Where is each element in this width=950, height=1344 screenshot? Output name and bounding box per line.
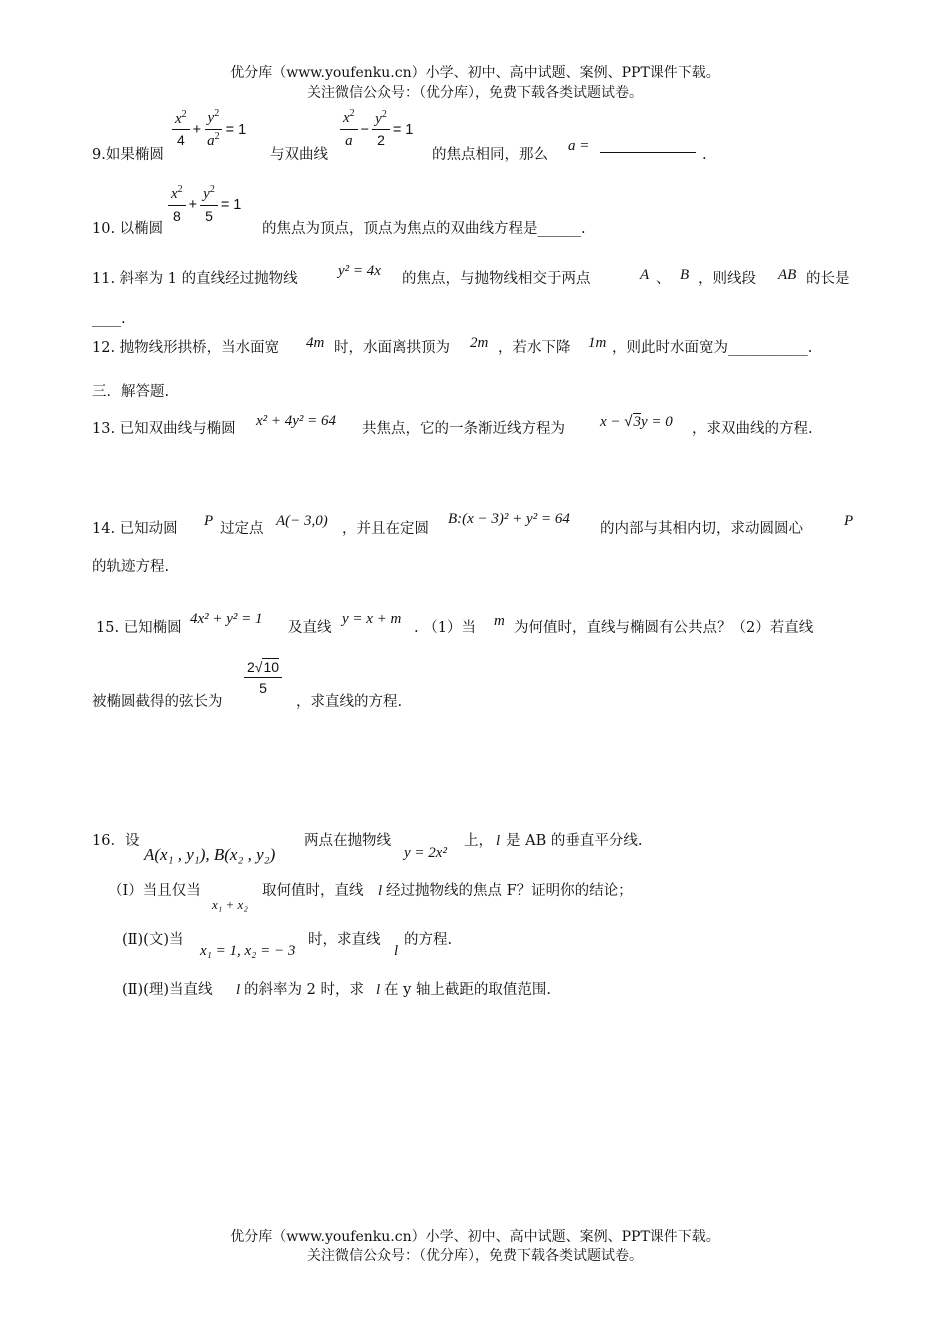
- q13-text-1: 13. 已知双曲线与椭圆: [92, 421, 236, 437]
- q16-part-3-a: (Ⅱ)(理)当直线: [122, 982, 213, 998]
- q16-part-2-a: (Ⅱ)(文)当: [122, 932, 184, 948]
- q16-line-l: l: [496, 833, 501, 849]
- q16-part-3-c: 在 y 轴上截距的取值范围.: [384, 982, 552, 998]
- q16-part-3-l1: l: [236, 982, 241, 998]
- q15-text-1: 15. 已知椭圆: [96, 620, 182, 636]
- q11-answer-blank: ____.: [92, 311, 126, 327]
- q15-ellipse: 4x² + y² = 1: [190, 611, 263, 627]
- q11-point-a: A: [640, 267, 650, 283]
- q16-part-2-l: l: [394, 943, 399, 959]
- q15-text-3: . （1）当: [414, 620, 476, 636]
- q15-text-2: 及直线: [288, 620, 332, 636]
- q16-text-4: 是 AB 的垂直平分线.: [506, 833, 643, 849]
- q16-part-3-b: 的斜率为 2 时，求: [244, 982, 364, 998]
- q16-part-2-values: x₁ = 1, x₂ = − 3: [200, 943, 296, 959]
- q15-m: m: [494, 613, 505, 629]
- q15-chord-length: $\frac{2√10}{5}$: [244, 660, 282, 697]
- q15-line: y = x + m: [342, 611, 402, 627]
- q13-text-3: ，求双曲线的方程.: [692, 421, 813, 437]
- q16-part-2-c: 的方程.: [404, 932, 453, 948]
- q16-part-3-l2: l: [376, 982, 381, 998]
- q16-points: A(x₁ , y₁), B(x₂ , y₂): [144, 845, 276, 864]
- q9-hyperbola-equation: $\frac{x^2}{a}$ − $\frac{y^2}{2}$ = 1: [340, 110, 416, 149]
- q11-parabola: y² = 4x: [338, 263, 381, 279]
- q16-part-2-b: 时，求直线: [308, 932, 381, 948]
- q9-prefix: 9.如果椭圆: [92, 147, 164, 163]
- q14-fixed-circle: B:(x − 3)² + y² = 64: [448, 511, 570, 527]
- q11-text-2: 的焦点，与抛物线相交于两点: [402, 271, 591, 287]
- q14-text-1: 14. 已知动圆: [92, 521, 178, 537]
- q16-text-1: 16．设: [92, 833, 140, 849]
- q14-point-p-2: P: [844, 513, 854, 529]
- header-line-1: 优分库（www.youfenku.cn）小学、初中、高中试题、案例、PPT课件下载。: [230, 65, 720, 81]
- q16-text-2: 两点在抛物线: [304, 833, 391, 849]
- q14-text-4: 的内部与其相内切，求动圆圆心: [600, 521, 803, 537]
- q12-text-4: ，则此时水面宽为___________.: [612, 340, 813, 356]
- q11-segment: AB: [778, 267, 797, 283]
- q9-answer-blank: [600, 152, 696, 153]
- q12-value-2: 2m: [470, 335, 489, 351]
- q9-mid: 与双曲线: [270, 147, 328, 163]
- q14-text-2: 过定点: [220, 521, 264, 537]
- q9-suffix: 的焦点相同，那么: [432, 147, 548, 163]
- q9-end: .: [702, 147, 707, 163]
- q12-text-3: ，若水下降: [498, 340, 571, 356]
- q15-text-4: 为何值时，直线与椭圆有公共点？（2）若直线: [514, 620, 814, 636]
- q16-part-1-c: 经过抛物线的焦点 F？证明你的结论；: [386, 883, 633, 899]
- q14-text-5: 的轨迹方程.: [92, 559, 170, 575]
- q16-part-1-sum: x₁ + x₂: [212, 897, 248, 912]
- q9-ellipse-equation: $\frac{x^2}{4}$ + $\frac{y^2}{a^2}$ = 1: [172, 110, 249, 149]
- q14-fixed-point: A(− 3,0): [276, 513, 328, 529]
- q16-part-1-l: l: [378, 883, 383, 899]
- q10-prefix: 10. 以椭圆: [92, 221, 164, 237]
- footer-line-2: 关注微信公众号：（优分库），免费下载各类试题试卷。: [307, 1248, 643, 1264]
- q12-text-1: 12. 抛物线形拱桥，当水面宽: [92, 340, 280, 356]
- section-heading: 三．解答题.: [92, 384, 170, 400]
- q12-value-3: 1m: [588, 335, 607, 351]
- q11-text-4: 的长是: [806, 271, 850, 287]
- q15-text-5: 被椭圆截得的弦长为: [92, 694, 223, 710]
- q15-text-6: ，求直线的方程.: [296, 694, 403, 710]
- header-line-2: 关注微信公众号：（优分库），免费下载各类试题试卷。: [307, 85, 643, 101]
- q11-text-3: ，则线段: [698, 271, 756, 287]
- q16-part-1-b: 取何值时，直线: [262, 883, 364, 899]
- q13-asymptote: x − √3y = 0: [600, 413, 673, 430]
- q11-text-1: 11. 斜率为 1 的直线经过抛物线: [92, 271, 298, 287]
- q14-point-p: P: [204, 513, 214, 529]
- q14-text-3: ，并且在定圆: [342, 521, 429, 537]
- q11-point-b: B: [680, 267, 690, 283]
- q16-part-1-a: （I）当且仅当: [108, 883, 201, 899]
- q12-text-2: 时，水面离拱顶为: [334, 340, 450, 356]
- q13-ellipse: x² + 4y² = 64: [256, 413, 337, 429]
- q16-text-3: 上，: [464, 833, 493, 849]
- q12-value-1: 4m: [306, 335, 325, 351]
- q10-suffix: 的焦点为顶点，顶点为焦点的双曲线方程是______.: [262, 221, 586, 237]
- q10-ellipse-equation: $\frac{x^2}{8}$ + $\frac{y^2}{5}$ = 1: [168, 186, 244, 224]
- q9-variable: a =: [568, 138, 590, 154]
- q11-sep: 、: [656, 271, 671, 287]
- q16-parabola: y = 2x²: [404, 845, 447, 861]
- footer-line-1: 优分库（www.youfenku.cn）小学、初中、高中试题、案例、PPT课件下载。: [230, 1229, 720, 1245]
- q13-text-2: 共焦点，它的一条渐近线方程为: [362, 421, 565, 437]
